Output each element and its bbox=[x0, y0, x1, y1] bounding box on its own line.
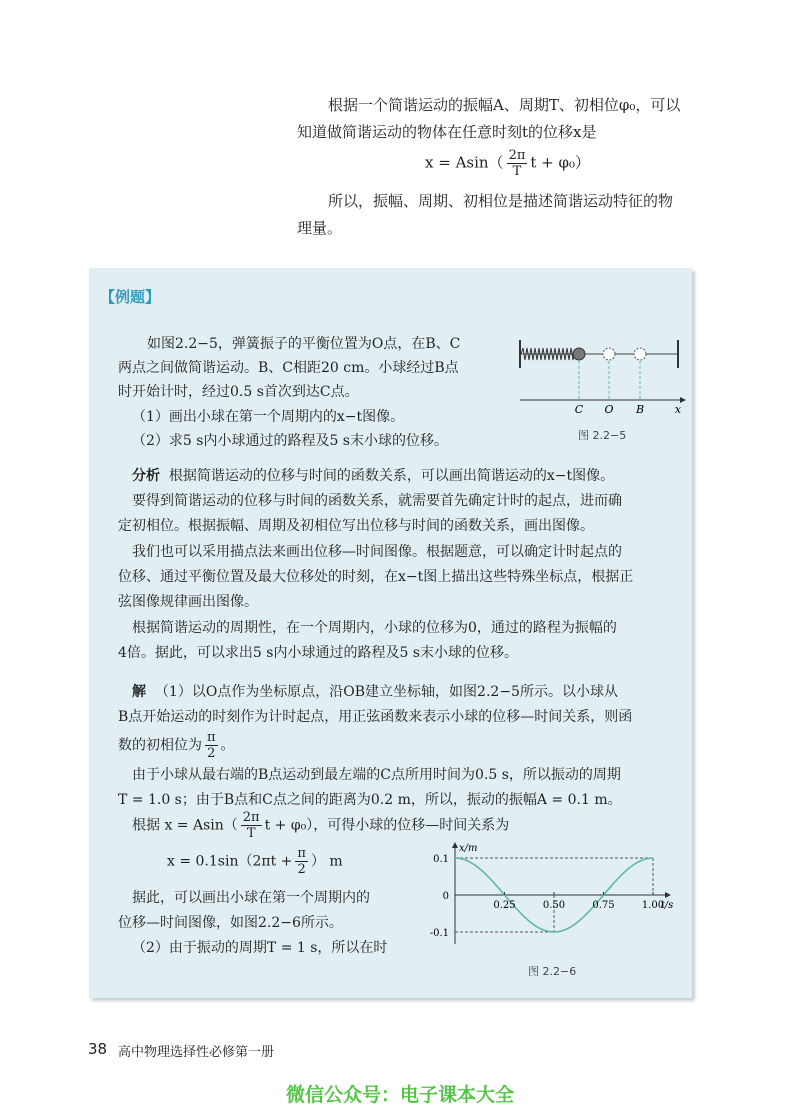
analysis-line-1 bbox=[132, 463, 614, 490]
label-c: C bbox=[574, 403, 584, 416]
solution-line-6 bbox=[132, 810, 509, 841]
intro-line-3: 所以，振幅、周期、初相位是描述简谐运动特征的物 bbox=[328, 192, 674, 210]
figure-2-2-5-caption: 图 2.2−5 bbox=[578, 429, 627, 442]
solution-text-6a: 根据 x = Asin（ bbox=[132, 817, 238, 834]
after-line-2: 位移—时间图像，如图2.2−6所示。 bbox=[118, 915, 343, 931]
y-tick-label: 0 bbox=[442, 891, 449, 902]
solution-line-1 bbox=[132, 679, 618, 706]
intro-frac-den: T bbox=[512, 164, 522, 179]
two-pi-num: 2π bbox=[242, 810, 260, 825]
intro-formula-rhs: t + φ₀） bbox=[530, 153, 591, 172]
analysis-line-5: 位移、通过平衡位置及最大位移处的时刻，在x−t图上描出这些特殊坐标点，根据正 bbox=[118, 569, 634, 585]
intro-line-2: 知道做简谐运动的物体在任意时刻t的位移x是 bbox=[297, 123, 597, 141]
intro-frac-num: 2π bbox=[508, 148, 526, 163]
after-line-1: 据此，可以画出小球在第一个周期内的 bbox=[132, 890, 370, 906]
x-tick-label: 0.25 bbox=[493, 900, 516, 911]
solution-line-5: T = 1.0 s；由于B点和C点之间的距离为0.2 m，所以，振动的振幅A = 0.1 m。 bbox=[118, 792, 622, 808]
t-den: T bbox=[246, 826, 256, 841]
y-axis-arrow bbox=[452, 842, 458, 848]
after-line-3: （2）由于振动的周期T = 1 s，所以在时 bbox=[132, 940, 388, 956]
intro-line-4: 理量。 bbox=[297, 219, 343, 237]
intro-formula-fraction bbox=[507, 148, 528, 179]
question-line-4: （1）画出小球在第一个周期内的x−t图像。 bbox=[132, 409, 405, 425]
pi-over-2-fraction bbox=[205, 730, 218, 761]
two-pi-over-t-fraction bbox=[241, 810, 262, 841]
x-tick-label: 0.50 bbox=[542, 900, 566, 911]
ball-at-b bbox=[634, 348, 646, 360]
y-tick-label: 0.1 bbox=[433, 854, 449, 865]
question-line-2: 两点之间做简谐运动。B、C相距20 cm。小球经过B点 bbox=[118, 360, 459, 376]
analysis-label: 分析 bbox=[132, 468, 160, 484]
question-line-3: 时开始计时，经过0.5 s首次到达C点。 bbox=[118, 384, 359, 400]
final-pi-fraction bbox=[295, 846, 308, 877]
final-formula bbox=[167, 846, 343, 877]
label-b: B bbox=[635, 403, 645, 416]
pi-den: 2 bbox=[207, 746, 216, 761]
final-formula-lhs: x = 0.1sin（2πt + bbox=[167, 853, 293, 870]
displacement-time-chart bbox=[425, 840, 690, 965]
pi-num: π bbox=[207, 730, 216, 745]
ball-at-c bbox=[573, 348, 585, 360]
label-x: x bbox=[674, 403, 682, 416]
analysis-line-3: 定初相位。根据振幅、周期及初相位写出位移与时间的函数关系，画出图像。 bbox=[118, 518, 594, 534]
solution-line-3: 数的初相位为 $\frac{\pi}{2}$ 。 bbox=[118, 730, 235, 761]
solution-text-1: （1）以O点作为坐标原点，沿OB建立坐标轴，如图2.2−5所示。以小球从 bbox=[154, 684, 618, 700]
y-tick-label: -0.1 bbox=[429, 928, 449, 939]
solution-line-4: 由于小球从最右端的B点运动到最左端的C点所用时间为0.5 s，所以振动的周期 bbox=[132, 767, 621, 783]
label-o: O bbox=[604, 403, 614, 416]
example-tag: 【例题】 bbox=[100, 288, 161, 306]
x-tick-label: 1.00 bbox=[641, 900, 665, 911]
x-tick-label: 0.75 bbox=[592, 900, 615, 911]
intro-formula-lhs: x = Asin（ bbox=[425, 153, 504, 172]
intro-formula bbox=[425, 148, 590, 179]
ball-at-o bbox=[603, 348, 615, 360]
figure-2-2-6-caption: 图 2.2−6 bbox=[528, 965, 577, 978]
x-axis-arrow bbox=[665, 892, 671, 898]
x-axis-label: t/s bbox=[660, 900, 674, 911]
solution-label: 解 bbox=[132, 684, 146, 700]
solution-text-6b: t + φ₀），可得小球的位移—时间关系为 bbox=[264, 817, 510, 834]
final-formula-rhs: ） m bbox=[310, 853, 343, 870]
question-line-5: （2）求5 s内小球通过的路程及5 s末小球的位移。 bbox=[132, 433, 448, 449]
final-pi-den: 2 bbox=[297, 862, 306, 877]
solution-text-3: 数的初相位为 bbox=[118, 737, 202, 754]
book-title: 高中物理选择性必修第一册 bbox=[118, 1045, 275, 1060]
analysis-text-1: 根据简谐运动的位移与时间的函数关系，可以画出简谐运动的x−t图像。 bbox=[168, 468, 615, 484]
solution-line-2: B点开始运动的时刻作为计时起点，用正弦函数来表示小球的位移—时间关系，则函 bbox=[118, 709, 633, 725]
analysis-line-7: 根据简谐运动的周期性，在一个周期内，小球的位移为0，通过的路程为振幅的 bbox=[132, 620, 617, 636]
analysis-line-4: 我们也可以采用描点法来画出位移—时间图像。根据题意，可以确定计时起点的 bbox=[132, 544, 622, 560]
page-number: 38 bbox=[88, 1040, 108, 1058]
watermark-text: 微信公众号：电子课本大全 bbox=[285, 1084, 514, 1106]
analysis-line-8: 4倍。据此，可以求出5 s内小球通过的路程及5 s末小球的位移。 bbox=[118, 645, 518, 661]
intro-line-1: 根据一个简谐运动的振幅A、周期T、初相位φ₀，可以 bbox=[328, 96, 681, 114]
analysis-line-2: 要得到简谐运动的位移与时间的函数关系，就需要首先确定计时的起点，进而确 bbox=[132, 493, 622, 509]
y-axis-label: x/m bbox=[459, 843, 478, 854]
analysis-line-6: 弦图像规律画出图像。 bbox=[118, 594, 258, 610]
final-pi-num: π bbox=[297, 846, 306, 861]
question-line-1: 如图2.2−5，弹簧振子的平衡位置为O点，在B、C bbox=[147, 336, 461, 352]
